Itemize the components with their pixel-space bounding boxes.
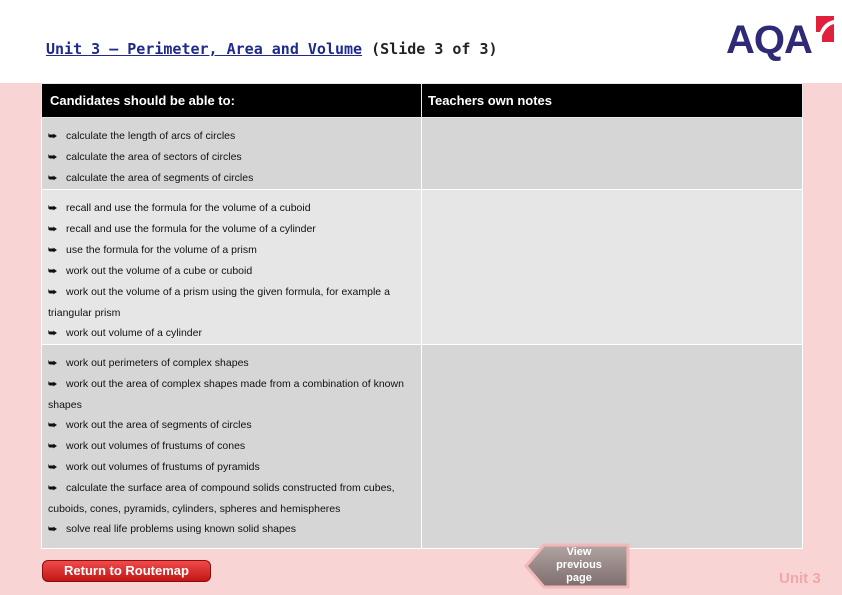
header: [0, 0, 842, 83]
list-item: ⮩ calculate the area of sectors of circles: [48, 147, 415, 168]
arrow-bullet-icon: ⮩: [48, 152, 58, 163]
list-item: ⮩ work out the volume of a cube or cuboid: [48, 261, 415, 282]
arrow-bullet-icon: ⮩: [48, 379, 58, 390]
arrow-bullet-icon: ⮩: [48, 245, 58, 256]
return-to-routemap-button[interactable]: Return to Routemap: [42, 560, 211, 582]
table-row: [42, 118, 803, 190]
arrow-bullet-icon: ⮩: [48, 131, 58, 142]
objectives-cell: [42, 190, 422, 345]
list-item: ⮩ work out the volume of a prism using the given formula, for example a triangular prism: [48, 282, 415, 323]
list-item: ⮩ work out volumes of frustums of pyramids: [48, 457, 415, 478]
list-item: ⮩ calculate the area of segments of circles: [48, 168, 415, 189]
column-header-candidates: Candidates should be able to:: [42, 84, 422, 118]
list-item: ⮩ use the formula for the volume of a prism: [48, 240, 415, 261]
list-item: ⮩ calculate the surface area of compound solids constructed from cubes, cuboids, cones, pyramids, cylinders, spheres and hemispheres: [48, 478, 415, 519]
title-link[interactable]: Unit 3 – Perimeter, Area and Volume: [46, 40, 363, 58]
list-item: ⮩ recall and use the formula for the volume of a cuboid: [48, 198, 415, 219]
logo-text: AQA: [726, 18, 812, 62]
objectives-table: [41, 83, 803, 549]
arrow-bullet-icon: ⮩: [48, 358, 58, 369]
arrow-bullet-icon: ⮩: [48, 328, 58, 339]
arrow-bullet-icon: ⮩: [48, 524, 58, 535]
list-item: ⮩ work out the area of complex shapes made from a combination of known shapes: [48, 374, 415, 415]
arrow-bullet-icon: ⮩: [48, 224, 58, 235]
view-previous-page-button[interactable]: [524, 543, 630, 589]
list-item: ⮩ work out volume of a cylinder: [48, 323, 415, 344]
arrow-bullet-icon: ⮩: [48, 287, 58, 298]
unit-label: Unit 3: [779, 570, 821, 587]
table-row: [42, 345, 803, 549]
list-item: ⮩ work out volumes of frustums of cones: [48, 436, 415, 457]
arrow-bullet-icon: ⮩: [48, 441, 58, 452]
page-title: [46, 40, 498, 58]
notes-cell[interactable]: [422, 190, 803, 345]
table-header-row: [42, 84, 803, 118]
objectives-cell: [42, 118, 422, 190]
list-item: ⮩ recall and use the formula for the volume of a cylinder: [48, 219, 415, 240]
slide-counter: (Slide 3 of 3): [362, 40, 498, 58]
list-item: ⮩ calculate the length of arcs of circles: [48, 126, 415, 147]
table-row: [42, 190, 803, 345]
objectives-cell: [42, 345, 422, 549]
arrow-bullet-icon: ⮩: [48, 203, 58, 214]
arrow-bullet-icon: ⮩: [48, 266, 58, 277]
list-item: ⮩ solve real life problems using known solid shapes: [48, 519, 415, 540]
aqa-logo: [726, 14, 838, 62]
arrow-bullet-icon: ⮩: [48, 420, 58, 431]
view-previous-page-label: View previous page: [556, 546, 602, 584]
arrow-bullet-icon: ⮩: [48, 173, 58, 184]
arrow-bullet-icon: ⮩: [48, 483, 58, 494]
aqa-swoosh-icon: [814, 14, 836, 44]
notes-cell[interactable]: [422, 118, 803, 190]
arrow-bullet-icon: ⮩: [48, 462, 58, 473]
column-header-notes: Teachers own notes: [422, 84, 803, 118]
list-item: ⮩ work out the area of segments of circles: [48, 415, 415, 436]
notes-cell[interactable]: [422, 345, 803, 549]
list-item: ⮩ work out perimeters of complex shapes: [48, 353, 415, 374]
